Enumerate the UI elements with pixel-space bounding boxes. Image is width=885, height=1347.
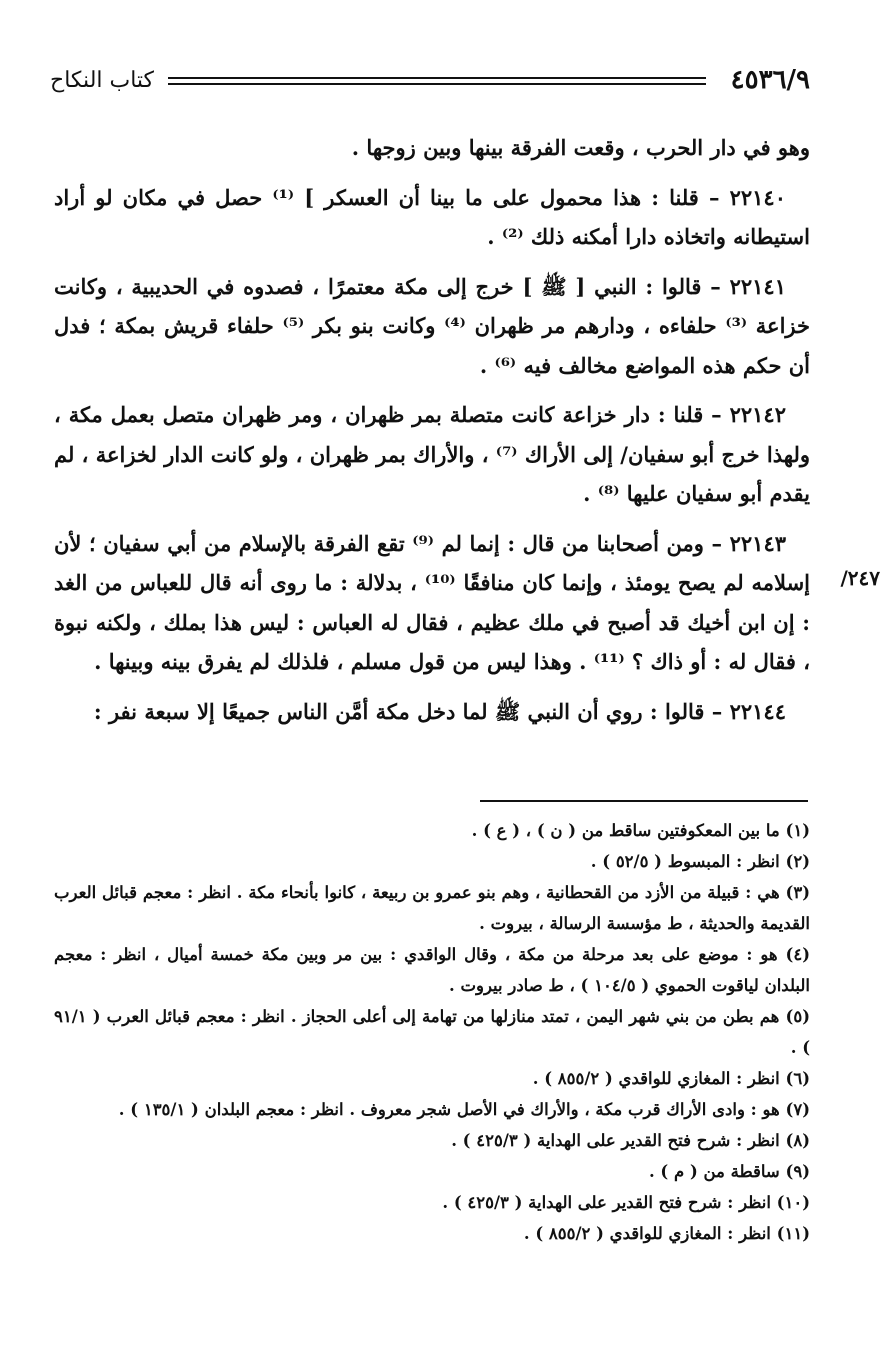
footnote: (١٠) انظر : شرح فتح القدير على الهداية ( ٤٢٥/٣ ) . xyxy=(442,1193,810,1212)
header-double-rule xyxy=(168,77,706,85)
main-text xyxy=(53,128,880,741)
footnote: (٤) هو : موضع على بعد مرحلة من مكة ، وقال الواقدي : بين مر وبين مكة خمسة أميال ، انظر : معجم البلدان لياقوت الحموي ( ١٠٤/٥ ) ، ط صادر بيروت . xyxy=(54,945,810,995)
paragraph: ٢٢١٤١ – قالوا : النبي [ ﷺ ] خرج إلى مكة معتمرًا ، فصدوه في الحديبية ، وكانت خزاعة ⁽³⁾ حلفاءه ، ودارهم مر ظهران ⁽⁴⁾ وكانت بنو بكر ⁽⁵⁾ حلفاء قريش بمكة ؛ فدل أن حكم هذه المواضع مخالف فيه ⁽⁶⁾ . xyxy=(54,273,810,378)
footnote-separator xyxy=(480,800,808,802)
footnote: (١) ما بين المعكوفتين ساقط من ( ن ) ، ( ع ) . xyxy=(471,821,810,840)
paragraph: ٢٢١٤٢ – قلنا : دار خزاعة كانت متصلة بمر ظهران ، ومر ظهران متصل بعمل مكة ، ولهذا خرج أبو سفيان/ إلى الأراك ⁽⁷⁾ ، والأراك بمر ظهران ، ولو كانت الدار لخزاعة ، لم يقدم أبو سفيان عليها ⁽⁸⁾ . xyxy=(53,402,810,506)
margin-page-reference: /٢٤٧ xyxy=(840,566,880,590)
footnote: (٨) انظر : شرح فتح القدير على الهداية ( ٤٢٥/٣ ) . xyxy=(451,1131,810,1150)
footnote: (٩) ساقطة من ( م ) . xyxy=(648,1162,810,1181)
footnote: (١١) انظر : المغازي للواقدي ( ٨٥٥/٢ ) . xyxy=(523,1224,810,1243)
running-title: كتاب النكاح xyxy=(50,68,155,93)
paragraph: وهو في دار الحرب ، وقعت الفرقة بينها وبين زوجها . xyxy=(351,135,810,160)
footnote: (٧) هو : وادى الأراك قرب مكة ، والأراك في الأصل شجر معروف . انظر : معجم البلدان ( ١٣٥/١ ) . xyxy=(118,1100,810,1119)
page-header xyxy=(50,62,810,102)
footnote: (٣) هي : قبيلة من الأزد من القحطانية ، وهم بنو عمرو بن ربيعة ، كانوا بأنحاء مكة . انظر : معجم قبائل العرب القديمة والحديثة ، ط مؤسسة الرسالة ، بيروت . xyxy=(54,883,810,933)
footnote: (٥) هم بطن من بني شهر اليمن ، تمتد منازلها من تهامة إلى أعلى الحجاز . انظر : معجم قبائل العرب ( ٩١/١ ) . xyxy=(54,1007,810,1057)
footnote: (٢) انظر : المبسوط ( ٥٢/٥ ) . xyxy=(590,852,810,871)
paragraph: ٢٢١٤٣ – ومن أصحابنا من قال : إنما لم ⁽⁹⁾ تقع الفرقة بالإسلام من أبي سفيان ؛ لأن إسلامه لم يصح يومئذ ، وإنما كان منافقًا ⁽¹⁰⁾ ، بدلالة : ما روى أنه قال للعباس من الغد : إن ابن أخيك قد أصبح في ملك عظيم ، فقال له العباس : ليس هذا بملك ، ولكنه نبوة ، فقال له : أو ذاك ؟ ⁽¹¹⁾ . وهذا ليس من قول مسلم ، فلذلك لم يفرق بينه وبينها . xyxy=(54,530,811,674)
paragraph: ٢٢١٤٤ – قالوا : روي أن النبي ﷺ لما دخل مكة أمَّن الناس جميعًا إلا سبعة نفر : xyxy=(93,698,786,724)
page-number: ٤٥٣٦/٩ xyxy=(730,65,810,95)
paragraph: ٢٢١٤٠ – قلنا : هذا محمول على ما بينا أن العسكر ] ⁽¹⁾ حصل في مكان لو أراد استيطانه واتخاذه دارا أمكنه ذلك ⁽²⁾ . xyxy=(54,184,810,249)
footnotes xyxy=(54,815,810,1249)
footnote: (٦) انظر : المغازي للواقدي ( ٨٥٥/٢ ) . xyxy=(532,1069,810,1088)
